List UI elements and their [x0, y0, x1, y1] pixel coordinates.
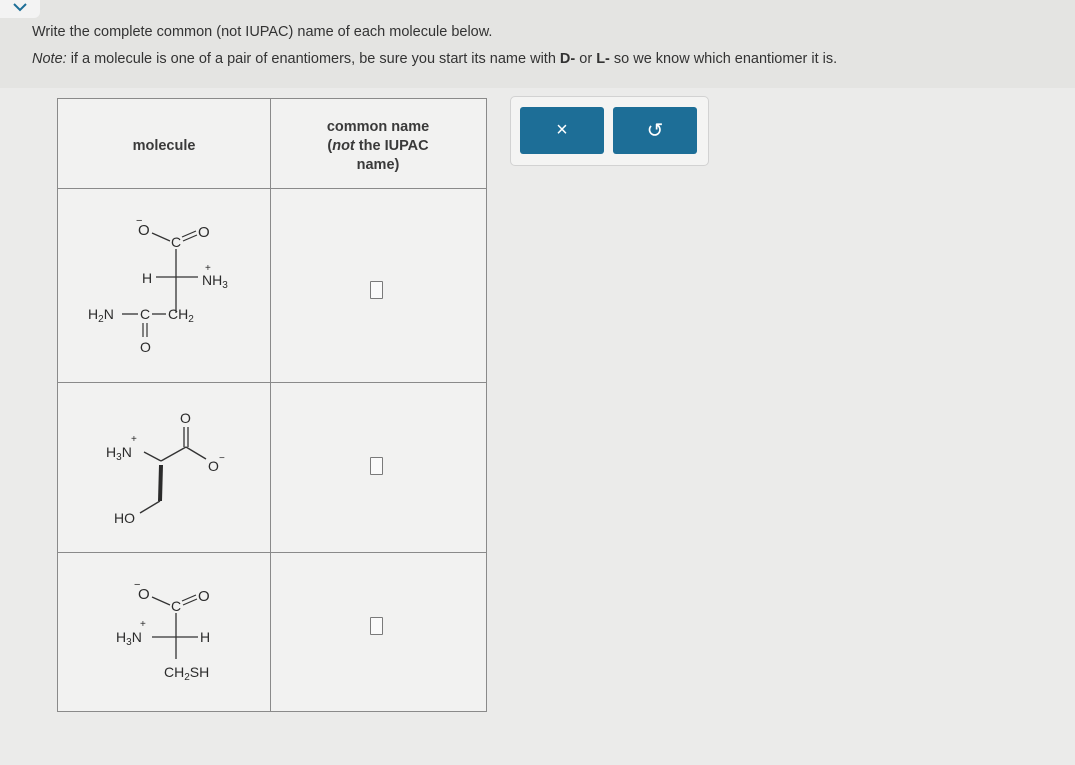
not-word: not: [332, 138, 355, 154]
header-common-name: [271, 118, 485, 175]
answer-input-3[interactable]: [370, 617, 383, 635]
ch2-label: $CH_2$: [168, 306, 194, 325]
note-text: [32, 51, 837, 67]
o-minus-label: O: [138, 586, 150, 603]
amide-c-label: C: [140, 306, 151, 322]
o-double-label: O: [198, 224, 210, 241]
header-molecule: molecule: [132, 138, 196, 154]
plus-sign: +: [140, 619, 146, 630]
collapse-toggle[interactable]: [0, 0, 40, 18]
o-top-label: O: [180, 410, 191, 426]
instruction-text: Write the complete common (not IUPAC) name of each molecule below.: [32, 24, 493, 40]
answer-input-1[interactable]: [370, 281, 383, 299]
action-buttons: [510, 96, 709, 166]
clear-button[interactable]: [520, 107, 604, 154]
note-label: Note:: [32, 51, 67, 67]
minus-sign: −: [134, 579, 141, 591]
note-l: L-: [596, 51, 610, 67]
header-name-line2: [271, 137, 485, 156]
ch2sh-label: $CH_2SH$: [164, 664, 210, 683]
close-icon: ×: [556, 119, 568, 141]
h-label: H: [200, 629, 211, 645]
note-d: D-: [559, 51, 576, 67]
undo-icon: ↺: [646, 120, 664, 142]
plus-sign: +: [205, 263, 211, 274]
molecule-table: [57, 98, 487, 712]
plus-sign: +: [131, 434, 137, 445]
header-name-line3: name): [356, 157, 400, 173]
molecule-3-structure: [58, 555, 270, 716]
note-part-end: so we know which enantiomer it is.: [609, 51, 838, 67]
paren: (: [327, 138, 333, 154]
answer-input-2[interactable]: [370, 457, 383, 475]
h3n-label: $H_3N$: [116, 629, 142, 648]
o-minus-label: O: [138, 222, 150, 239]
ho-label: HO: [114, 510, 135, 526]
nh3-label: $NH_3$: [202, 272, 228, 291]
o-bottom-label: O: [140, 339, 151, 355]
molecule-2-structure: [58, 385, 270, 556]
o-minus-label: O: [208, 458, 219, 474]
minus-sign: −: [219, 453, 225, 464]
carbonyl-c: C: [171, 234, 182, 250]
molecule-1-structure: [58, 191, 270, 386]
o-double-label: O: [198, 588, 210, 605]
chevron-down-icon: [13, 2, 27, 12]
header-name-line1: common name: [326, 119, 430, 135]
h3n-label: $H_3N$: [106, 444, 132, 463]
header-rest: the IUPAC: [354, 138, 429, 154]
carbonyl-c: C: [171, 598, 182, 614]
note-part: if a molecule is one of a pair of enantiomers, be sure you start its name with: [66, 51, 560, 67]
h-label: H: [142, 270, 153, 286]
note-or: or: [575, 51, 597, 67]
undo-button[interactable]: [613, 107, 697, 154]
h2n-label: $H_2N$: [88, 306, 114, 325]
minus-sign: −: [136, 215, 143, 227]
